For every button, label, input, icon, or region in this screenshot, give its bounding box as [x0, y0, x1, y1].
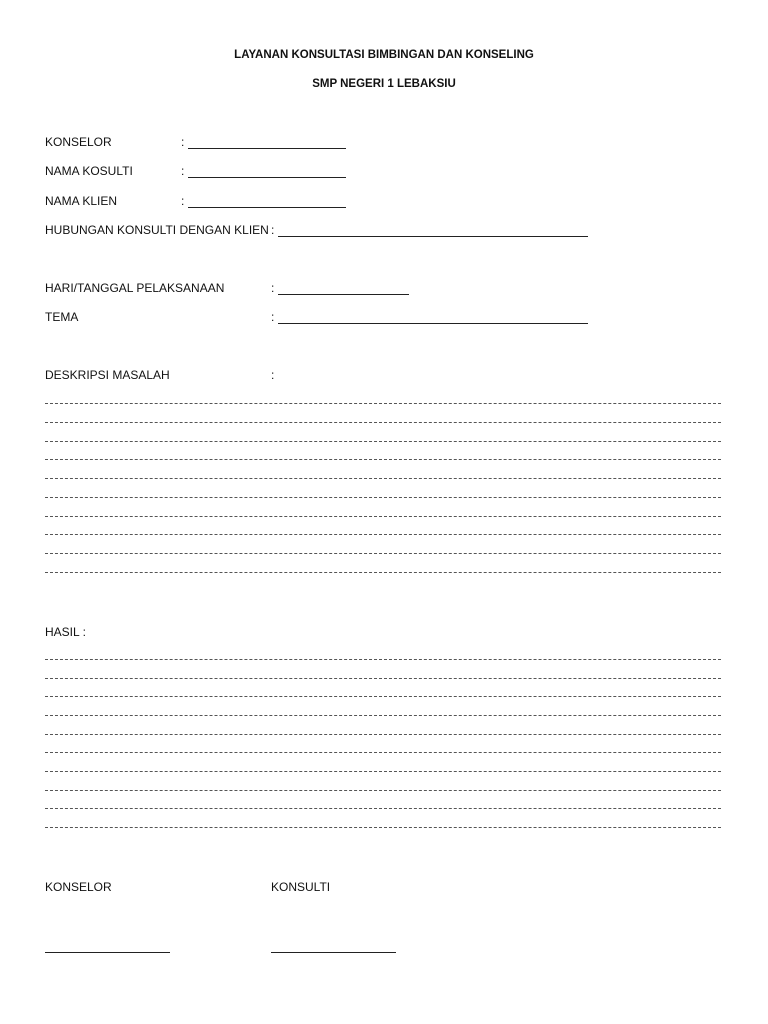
nama-klien-blank-line[interactable]: [188, 207, 346, 208]
hasil-label: HASIL :: [45, 625, 86, 639]
nama-konsulti-colon: :: [181, 164, 185, 178]
deskripsi-line[interactable]: [45, 497, 721, 498]
tema-blank-line[interactable]: [278, 323, 588, 324]
nama-klien-label: NAMA KLIEN: [45, 194, 118, 208]
hasil-line[interactable]: [45, 827, 721, 828]
hasil-line[interactable]: [45, 659, 721, 660]
signature-konsulti-line[interactable]: [271, 952, 396, 953]
form-title: LAYANAN KONSULTASI BIMBINGAN DAN KONSELING: [234, 49, 534, 61]
hasil-line[interactable]: [45, 696, 721, 697]
signature-konsulti-label: KONSULTI: [271, 880, 331, 894]
hasil-line[interactable]: [45, 715, 721, 716]
hasil-line[interactable]: [45, 734, 721, 735]
hari-tanggal-label: HARI/TANGGAL PELAKSANAAN: [45, 281, 225, 295]
deskripsi-line[interactable]: [45, 478, 721, 479]
nama-konsulti-label: NAMA KOSULTI: [45, 164, 133, 178]
deskripsi-label: DESKRIPSI MASALAH: [45, 368, 170, 382]
deskripsi-line[interactable]: [45, 516, 721, 517]
hasil-line[interactable]: [45, 790, 721, 791]
hasil-line[interactable]: [45, 752, 721, 753]
tema-label: TEMA: [45, 310, 79, 324]
hari-tanggal-colon: :: [271, 281, 275, 295]
hasil-line[interactable]: [45, 771, 721, 772]
nama-konsulti-blank-line[interactable]: [188, 177, 346, 178]
tema-colon: :: [271, 310, 275, 324]
deskripsi-line[interactable]: [45, 422, 721, 423]
school-name: SMP NEGERI 1 LEBAKSIU: [312, 78, 456, 90]
deskripsi-line[interactable]: [45, 459, 721, 460]
deskripsi-line[interactable]: [45, 553, 721, 554]
hasil-line[interactable]: [45, 808, 721, 809]
nama-klien-colon: :: [181, 194, 185, 208]
signature-konselor-label: KONSELOR: [45, 880, 112, 894]
hubungan-blank-line[interactable]: [278, 236, 588, 237]
deskripsi-line[interactable]: [45, 403, 721, 404]
hubungan-label: HUBUNGAN KONSULTI DENGAN KLIEN: [45, 223, 269, 237]
signature-konselor-line[interactable]: [45, 952, 170, 953]
deskripsi-line[interactable]: [45, 572, 721, 573]
deskripsi-line[interactable]: [45, 534, 721, 535]
deskripsi-colon: :: [271, 368, 275, 382]
deskripsi-line[interactable]: [45, 441, 721, 442]
hari-tanggal-blank-line[interactable]: [278, 294, 409, 295]
konselor-blank-line[interactable]: [188, 148, 346, 149]
hasil-line[interactable]: [45, 678, 721, 679]
konselor-colon: :: [181, 135, 185, 149]
konselor-label: KONSELOR: [45, 135, 112, 149]
hubungan-colon: :: [271, 223, 275, 237]
